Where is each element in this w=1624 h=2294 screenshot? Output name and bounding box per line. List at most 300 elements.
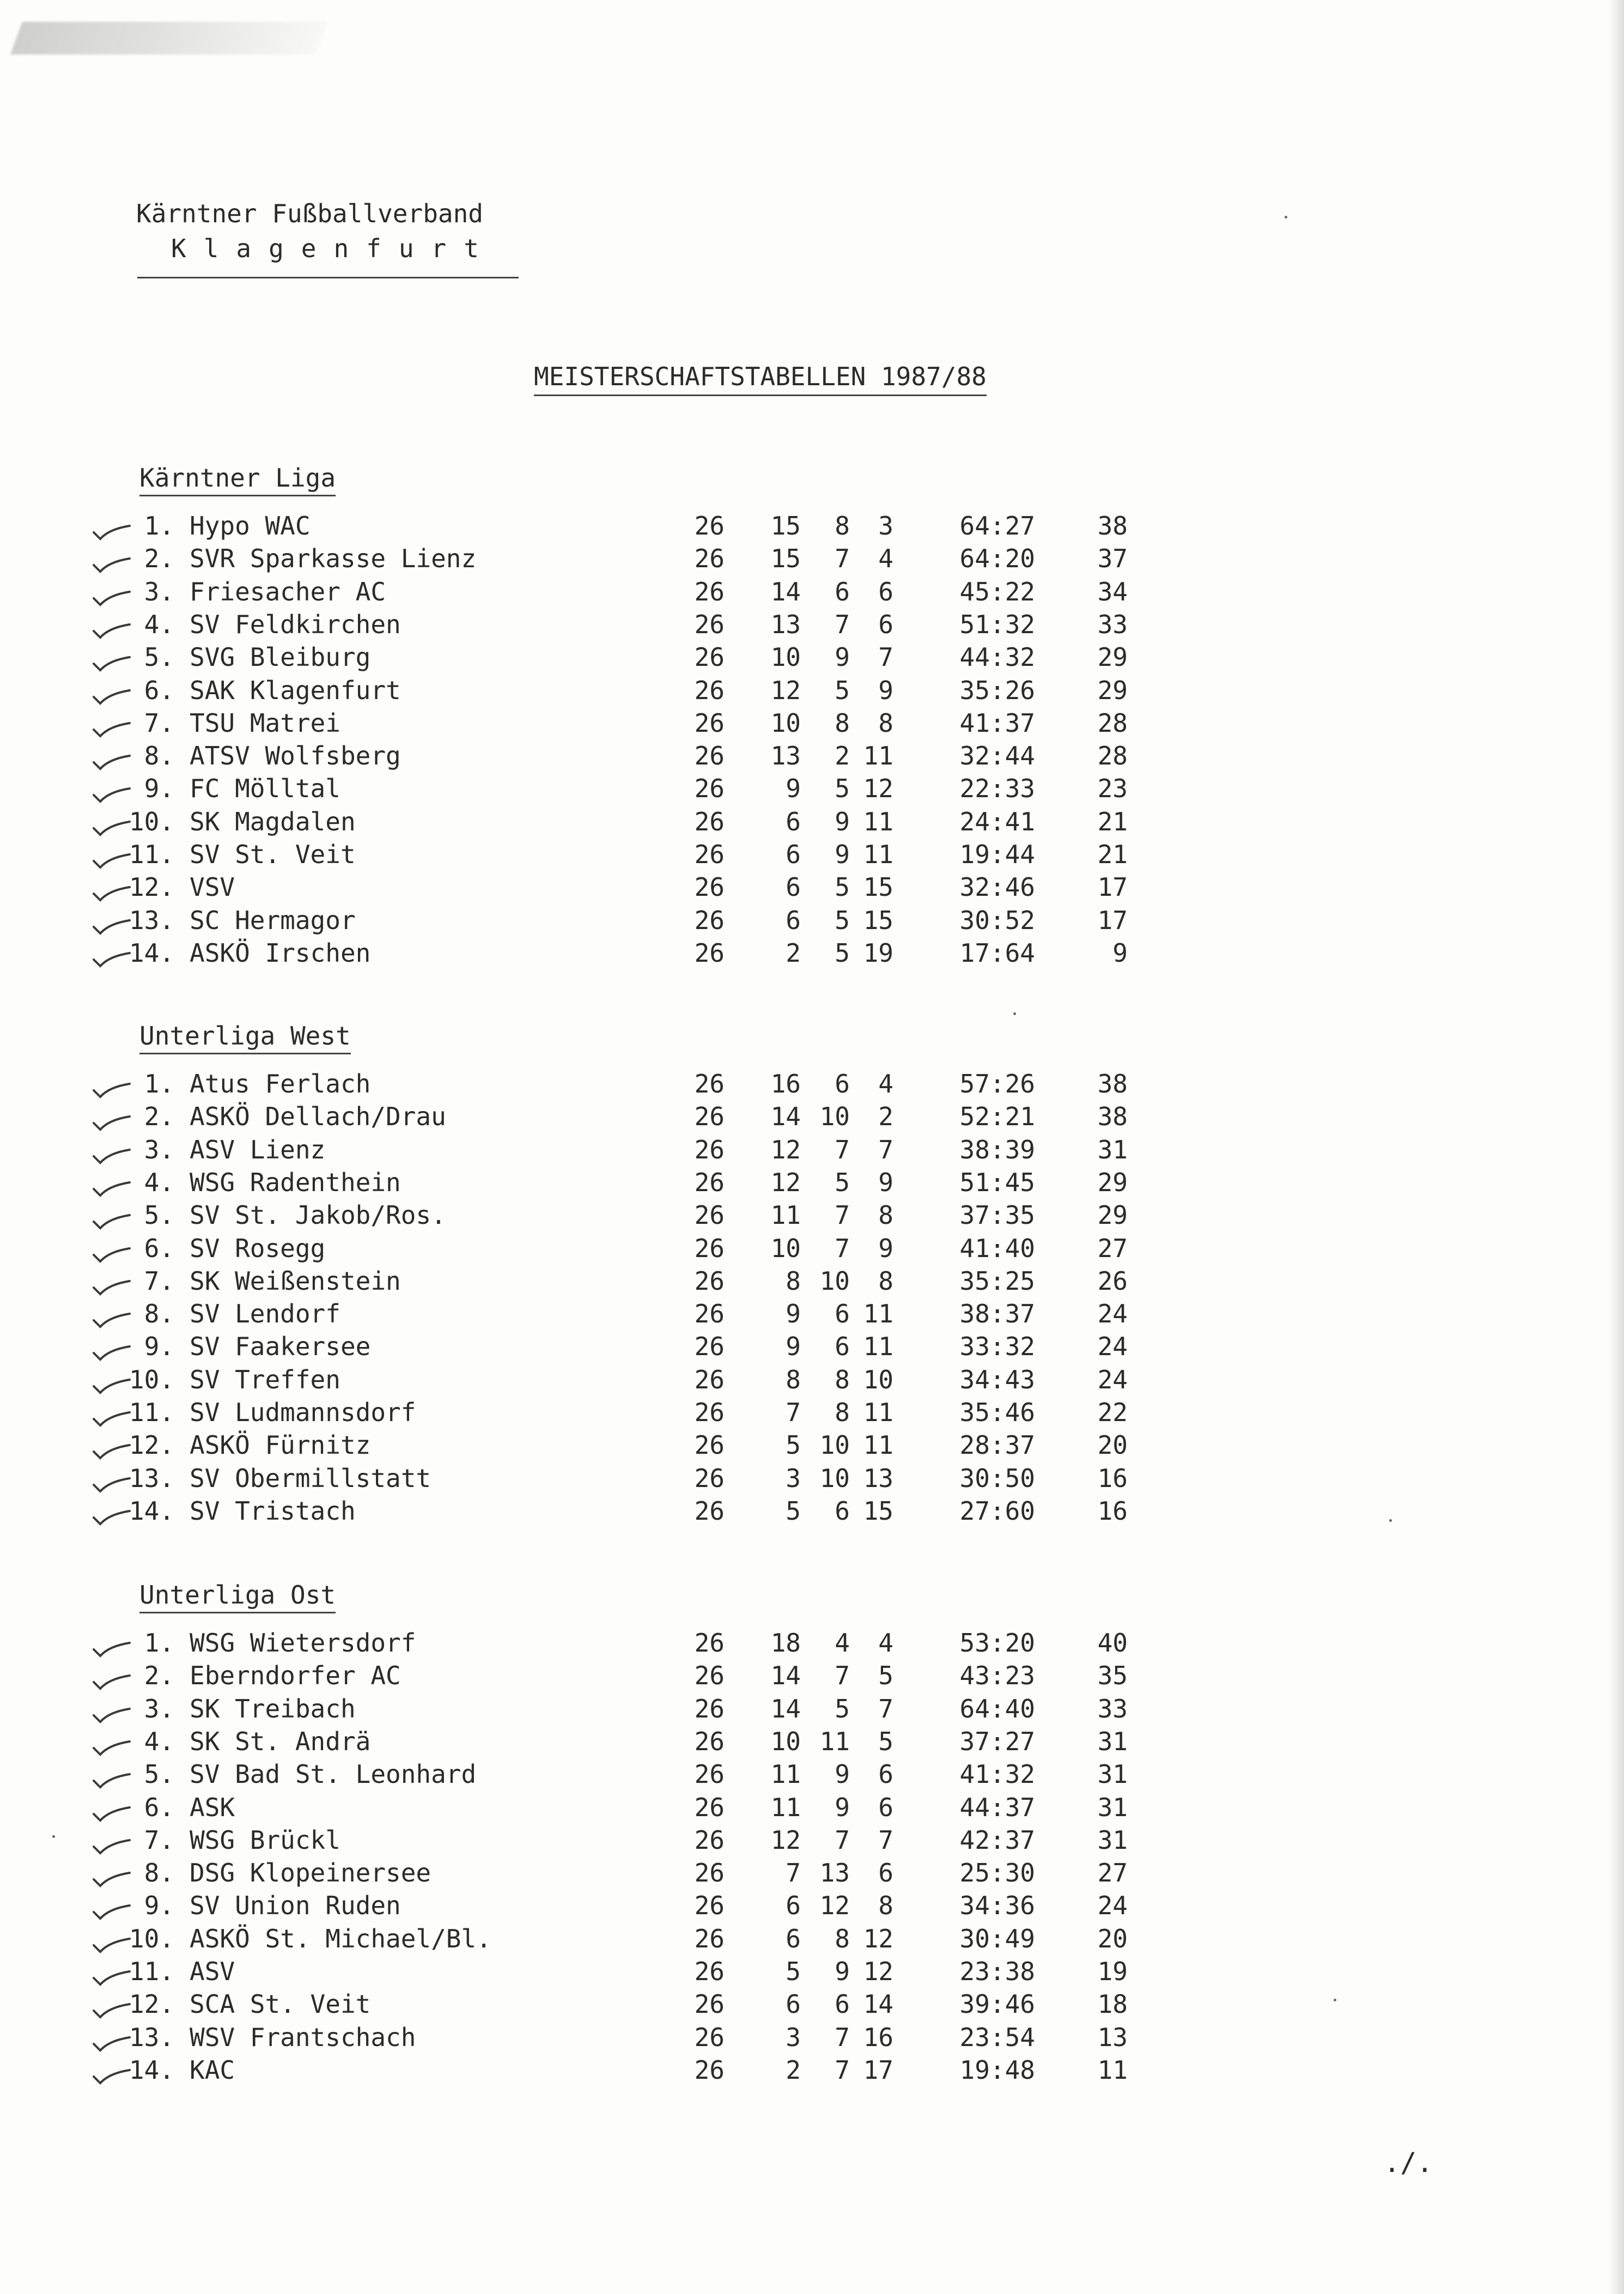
rank: 3. (144, 576, 174, 606)
rank: 13. (129, 905, 174, 935)
rank: 8. (144, 1299, 174, 1329)
points: 27 (1097, 1233, 1128, 1263)
team-name: WSG Brückl (190, 1825, 340, 1855)
draws: 6 (835, 1496, 850, 1526)
draws: 4 (835, 1628, 850, 1658)
games-played: 26 (694, 1957, 725, 1986)
goals: 64:40 (959, 1694, 1035, 1723)
draws: 7 (835, 544, 850, 574)
rank: 6. (144, 1792, 174, 1822)
rank: 9. (144, 1891, 174, 1921)
points: 31 (1097, 1759, 1128, 1789)
points: 29 (1097, 675, 1128, 705)
wins: 6 (786, 905, 801, 935)
goals: 37:35 (959, 1200, 1035, 1230)
losses: 14 (863, 1989, 893, 2019)
losses: 15 (863, 1496, 893, 1526)
games-played: 26 (694, 1398, 725, 1427)
points: 21 (1097, 840, 1128, 869)
rank: 14. (129, 938, 174, 968)
team-name: Hypo WAC (190, 511, 311, 541)
losses: 3 (878, 511, 893, 541)
team-name: ATSV Wolfsberg (190, 741, 401, 771)
wins: 6 (786, 872, 801, 902)
draws: 8 (835, 511, 850, 541)
games-played: 26 (694, 938, 725, 968)
wins: 15 (770, 544, 801, 574)
games-played: 26 (694, 1661, 725, 1691)
wins: 3 (786, 2022, 801, 2052)
goals: 17:64 (959, 938, 1035, 968)
losses: 11 (863, 1398, 893, 1427)
draws: 5 (835, 905, 850, 935)
draws: 8 (835, 1398, 850, 1427)
losses: 5 (878, 1726, 893, 1756)
wins: 7 (786, 1398, 801, 1427)
draws: 10 (819, 1266, 850, 1296)
wins: 10 (770, 1233, 801, 1263)
rank: 12. (129, 872, 174, 902)
wins: 12 (770, 1167, 801, 1197)
points: 22 (1097, 1398, 1128, 1427)
rank: 4. (144, 609, 174, 639)
points: 24 (1097, 1332, 1128, 1362)
losses: 7 (878, 1694, 893, 1723)
wins: 12 (770, 675, 801, 705)
team-name: WSG Wietersdorf (190, 1628, 416, 1658)
games-played: 26 (694, 544, 725, 574)
wins: 5 (786, 1957, 801, 1986)
games-played: 26 (694, 576, 725, 606)
goals: 23:38 (959, 1957, 1035, 1986)
team-name: SAK Klagenfurt (190, 675, 401, 705)
draws: 7 (835, 2022, 850, 2052)
losses: 5 (878, 1661, 893, 1691)
games-played: 26 (694, 1891, 725, 1921)
scan-speck (1334, 1999, 1336, 2001)
rank: 7. (144, 708, 174, 738)
games-played: 26 (694, 1364, 725, 1394)
points: 9 (1112, 938, 1128, 968)
points: 19 (1097, 1957, 1128, 1986)
losses: 12 (863, 1923, 893, 1953)
rank: 1. (144, 1628, 174, 1658)
rank: 5. (144, 1759, 174, 1789)
losses: 15 (863, 905, 893, 935)
losses: 6 (878, 576, 893, 606)
losses: 12 (863, 774, 893, 804)
losses: 7 (878, 642, 893, 672)
team-name: SK Treibach (190, 1694, 356, 1723)
losses: 6 (878, 609, 893, 639)
draws: 5 (835, 675, 850, 705)
wins: 14 (770, 1661, 801, 1691)
organization-header (136, 196, 518, 266)
draws: 2 (835, 741, 850, 771)
wins: 8 (786, 1266, 801, 1296)
wins: 6 (786, 1891, 801, 1921)
rank: 7. (144, 1266, 174, 1296)
rank: 3. (144, 1134, 174, 1164)
goals: 44:32 (959, 642, 1035, 672)
team-name: TSU Matrei (190, 708, 340, 738)
team-name: SV Treffen (190, 1364, 340, 1394)
losses: 11 (863, 1332, 893, 1362)
continuation-mark: ./. (1384, 2147, 1433, 2178)
rank: 3. (144, 1694, 174, 1723)
draws: 6 (835, 1989, 850, 2019)
wins: 7 (786, 1858, 801, 1888)
goals: 52:21 (959, 1102, 1035, 1132)
games-played: 26 (694, 1134, 725, 1164)
draws: 7 (835, 1200, 850, 1230)
goals: 28:37 (959, 1430, 1035, 1460)
rank: 13. (129, 1463, 174, 1493)
team-name: SV Ludmannsdorf (190, 1398, 416, 1427)
rank: 12. (129, 1989, 174, 2019)
goals: 38:37 (959, 1299, 1035, 1329)
losses: 13 (863, 1463, 893, 1493)
games-played: 26 (694, 1332, 725, 1362)
draws: 7 (835, 2055, 850, 2085)
goals: 35:46 (959, 1398, 1035, 1427)
goals: 19:44 (959, 840, 1035, 869)
scan-speck (1285, 216, 1287, 219)
points: 38 (1097, 511, 1128, 541)
wins: 15 (770, 511, 801, 541)
team-name: SK Magdalen (190, 806, 356, 836)
draws: 6 (835, 1332, 850, 1362)
team-name: ASK (190, 1792, 235, 1822)
games-played: 26 (694, 1923, 725, 1953)
team-name: WSV Frantschach (190, 2022, 416, 2052)
points: 40 (1097, 1628, 1128, 1658)
draws: 5 (835, 1694, 850, 1723)
goals: 22:33 (959, 774, 1035, 804)
section-title: Kärntner Liga (139, 463, 336, 496)
draws: 6 (835, 576, 850, 606)
document-title: MEISTERSCHAFTSTABELLEN 1987/88 (534, 362, 987, 396)
team-name: SK St. Andrä (190, 1726, 371, 1756)
losses: 7 (878, 1134, 893, 1164)
draws: 8 (835, 1923, 850, 1953)
goals: 43:23 (959, 1661, 1035, 1691)
games-played: 26 (694, 1989, 725, 2019)
games-played: 26 (694, 1299, 725, 1329)
games-played: 26 (694, 675, 725, 705)
team-name: SV Rosegg (190, 1233, 326, 1263)
draws: 9 (835, 1957, 850, 1986)
games-played: 26 (694, 1167, 725, 1197)
points: 16 (1097, 1496, 1128, 1526)
points: 13 (1097, 2022, 1128, 2052)
games-played: 26 (694, 1430, 725, 1460)
losses: 11 (863, 1299, 893, 1329)
points: 17 (1097, 905, 1128, 935)
losses: 10 (863, 1364, 893, 1394)
losses: 9 (878, 1167, 893, 1197)
draws: 7 (835, 609, 850, 639)
team-name: SV St. Veit (190, 840, 356, 869)
rank: 1. (144, 1069, 174, 1099)
losses: 7 (878, 1825, 893, 1855)
points: 31 (1097, 1825, 1128, 1855)
points: 31 (1097, 1134, 1128, 1164)
wins: 11 (770, 1759, 801, 1789)
goals: 64:27 (959, 511, 1035, 541)
rank: 2. (144, 1661, 174, 1691)
losses: 11 (863, 806, 893, 836)
losses: 4 (878, 1628, 893, 1658)
draws: 6 (835, 1299, 850, 1329)
losses: 6 (878, 1759, 893, 1789)
rank: 4. (144, 1167, 174, 1197)
goals: 35:26 (959, 675, 1035, 705)
team-name: Atus Ferlach (190, 1069, 371, 1099)
rank: 10. (129, 806, 174, 836)
goals: 23:54 (959, 2022, 1035, 2052)
goals: 51:45 (959, 1167, 1035, 1197)
goals: 34:36 (959, 1891, 1035, 1921)
games-played: 26 (694, 840, 725, 869)
wins: 8 (786, 1364, 801, 1394)
draws: 5 (835, 938, 850, 968)
wins: 10 (770, 642, 801, 672)
goals: 53:20 (959, 1628, 1035, 1658)
org-city: Klagenfurt (171, 234, 496, 263)
rank: 6. (144, 1233, 174, 1263)
losses: 11 (863, 1430, 893, 1460)
draws: 9 (835, 1759, 850, 1789)
wins: 2 (786, 938, 801, 968)
games-played: 26 (694, 905, 725, 935)
rank: 5. (144, 1200, 174, 1230)
team-name: Friesacher AC (190, 576, 386, 606)
draws: 7 (835, 1134, 850, 1164)
points: 28 (1097, 708, 1128, 738)
goals: 32:44 (959, 741, 1035, 771)
goals: 41:40 (959, 1233, 1035, 1263)
wins: 5 (786, 1496, 801, 1526)
games-played: 26 (694, 774, 725, 804)
draws: 13 (819, 1858, 850, 1888)
rank: 1. (144, 511, 174, 541)
losses: 16 (863, 2022, 893, 2052)
goals: 33:32 (959, 1332, 1035, 1362)
points: 31 (1097, 1792, 1128, 1822)
team-name: VSV (190, 872, 235, 902)
points: 23 (1097, 774, 1128, 804)
goals: 41:37 (959, 708, 1035, 738)
points: 27 (1097, 1858, 1128, 1888)
goals: 37:27 (959, 1726, 1035, 1756)
goals: 30:49 (959, 1923, 1035, 1953)
games-played: 26 (694, 708, 725, 738)
losses: 2 (878, 1102, 893, 1132)
games-played: 26 (694, 511, 725, 541)
goals: 41:32 (959, 1759, 1035, 1789)
draws: 10 (819, 1463, 850, 1493)
rank: 14. (129, 2055, 174, 2085)
points: 21 (1097, 806, 1128, 836)
scan-speck (1013, 1012, 1016, 1015)
page-edge-shadow (1609, 0, 1624, 2294)
goals: 38:39 (959, 1134, 1035, 1164)
losses: 9 (878, 675, 893, 705)
goals: 45:22 (959, 576, 1035, 606)
team-name: KAC (190, 2055, 235, 2085)
games-played: 26 (694, 642, 725, 672)
wins: 12 (770, 1825, 801, 1855)
team-name: SV Bad St. Leonhard (190, 1759, 477, 1789)
wins: 14 (770, 1694, 801, 1723)
wins: 18 (770, 1628, 801, 1658)
wins: 9 (786, 1299, 801, 1329)
points: 17 (1097, 872, 1128, 902)
points: 33 (1097, 1694, 1128, 1723)
games-played: 26 (694, 609, 725, 639)
scan-smudge (10, 22, 327, 54)
draws: 10 (819, 1430, 850, 1460)
rank: 12. (129, 1430, 174, 1460)
goals: 44:37 (959, 1792, 1035, 1822)
goals: 39:46 (959, 1989, 1035, 2019)
losses: 6 (878, 1792, 893, 1822)
goals: 19:48 (959, 2055, 1035, 2085)
team-name: SV Faakersee (190, 1332, 371, 1362)
goals: 51:32 (959, 609, 1035, 639)
losses: 17 (863, 2055, 893, 2085)
goals: 34:43 (959, 1364, 1035, 1394)
goals: 24:41 (959, 806, 1035, 836)
team-name: SV Lendorf (190, 1299, 340, 1329)
rank: 9. (144, 1332, 174, 1362)
rank: 8. (144, 1858, 174, 1888)
points: 24 (1097, 1891, 1128, 1921)
games-played: 26 (694, 1266, 725, 1296)
wins: 16 (770, 1069, 801, 1099)
games-played: 26 (694, 741, 725, 771)
team-name: ASKÖ St. Michael/Bl. (190, 1923, 491, 1953)
team-name: DSG Klopeinersee (190, 1858, 431, 1888)
wins: 9 (786, 774, 801, 804)
games-played: 26 (694, 1858, 725, 1888)
team-name: SV Feldkirchen (190, 609, 401, 639)
points: 33 (1097, 609, 1128, 639)
games-played: 26 (694, 2022, 725, 2052)
losses: 8 (878, 1891, 893, 1921)
games-played: 26 (694, 806, 725, 836)
wins: 9 (786, 1332, 801, 1362)
rank: 9. (144, 774, 174, 804)
points: 37 (1097, 544, 1128, 574)
games-played: 26 (694, 872, 725, 902)
rank: 10. (129, 1923, 174, 1953)
goals: 30:50 (959, 1463, 1035, 1493)
points: 18 (1097, 1989, 1128, 2019)
draws: 7 (835, 1661, 850, 1691)
rank: 11. (129, 1957, 174, 1986)
points: 38 (1097, 1069, 1128, 1099)
points: 11 (1097, 2055, 1128, 2085)
draws: 12 (819, 1891, 850, 1921)
draws: 5 (835, 1167, 850, 1197)
wins: 13 (770, 741, 801, 771)
points: 29 (1097, 1167, 1128, 1197)
games-played: 26 (694, 1628, 725, 1658)
points: 29 (1097, 1200, 1128, 1230)
goals: 25:30 (959, 1858, 1035, 1888)
games-played: 26 (694, 2055, 725, 2085)
rank: 14. (129, 1496, 174, 1526)
games-played: 26 (694, 1792, 725, 1822)
team-name: SV Union Ruden (190, 1891, 401, 1921)
points: 16 (1097, 1463, 1128, 1493)
team-name: FC Mölltal (190, 774, 340, 804)
wins: 11 (770, 1792, 801, 1822)
losses: 4 (878, 1069, 893, 1099)
draws: 9 (835, 642, 850, 672)
section-title: Unterliga Ost (139, 1580, 336, 1613)
team-name: WSG Radenthein (190, 1167, 401, 1197)
team-name: ASKÖ Irschen (190, 938, 371, 968)
team-name: ASV (190, 1957, 235, 1986)
wins: 14 (770, 576, 801, 606)
losses: 12 (863, 1957, 893, 1986)
goals: 32:46 (959, 872, 1035, 902)
points: 26 (1097, 1266, 1128, 1296)
games-played: 26 (694, 1233, 725, 1263)
wins: 6 (786, 840, 801, 869)
losses: 15 (863, 872, 893, 902)
points: 29 (1097, 642, 1128, 672)
rank: 11. (129, 1398, 174, 1427)
scan-speck (1389, 1519, 1392, 1522)
games-played: 26 (694, 1496, 725, 1526)
rank: 10. (129, 1364, 174, 1394)
rank: 6. (144, 675, 174, 705)
team-name: SV Obermillstatt (190, 1463, 431, 1493)
rank: 5. (144, 642, 174, 672)
draws: 5 (835, 872, 850, 902)
rank: 2. (144, 1102, 174, 1132)
team-name: ASKÖ Fürnitz (190, 1430, 371, 1460)
team-name: SK Weißenstein (190, 1266, 401, 1296)
wins: 12 (770, 1134, 801, 1164)
rank: 2. (144, 544, 174, 574)
losses: 9 (878, 1233, 893, 1263)
draws: 10 (819, 1102, 850, 1132)
rank: 13. (129, 2022, 174, 2052)
games-played: 26 (694, 1726, 725, 1756)
section-title: Unterliga West (139, 1021, 351, 1054)
rank: 7. (144, 1825, 174, 1855)
games-played: 26 (694, 1694, 725, 1723)
team-name: SVR Sparkasse Lienz (190, 544, 477, 574)
rank: 11. (129, 840, 174, 869)
rank: 4. (144, 1726, 174, 1756)
draws: 11 (819, 1726, 850, 1756)
draws: 6 (835, 1069, 850, 1099)
goals: 30:52 (959, 905, 1035, 935)
wins: 6 (786, 806, 801, 836)
losses: 8 (878, 1200, 893, 1230)
draws: 8 (835, 1364, 850, 1394)
draws: 9 (835, 1792, 850, 1822)
draws: 8 (835, 708, 850, 738)
draws: 5 (835, 774, 850, 804)
games-played: 26 (694, 1825, 725, 1855)
